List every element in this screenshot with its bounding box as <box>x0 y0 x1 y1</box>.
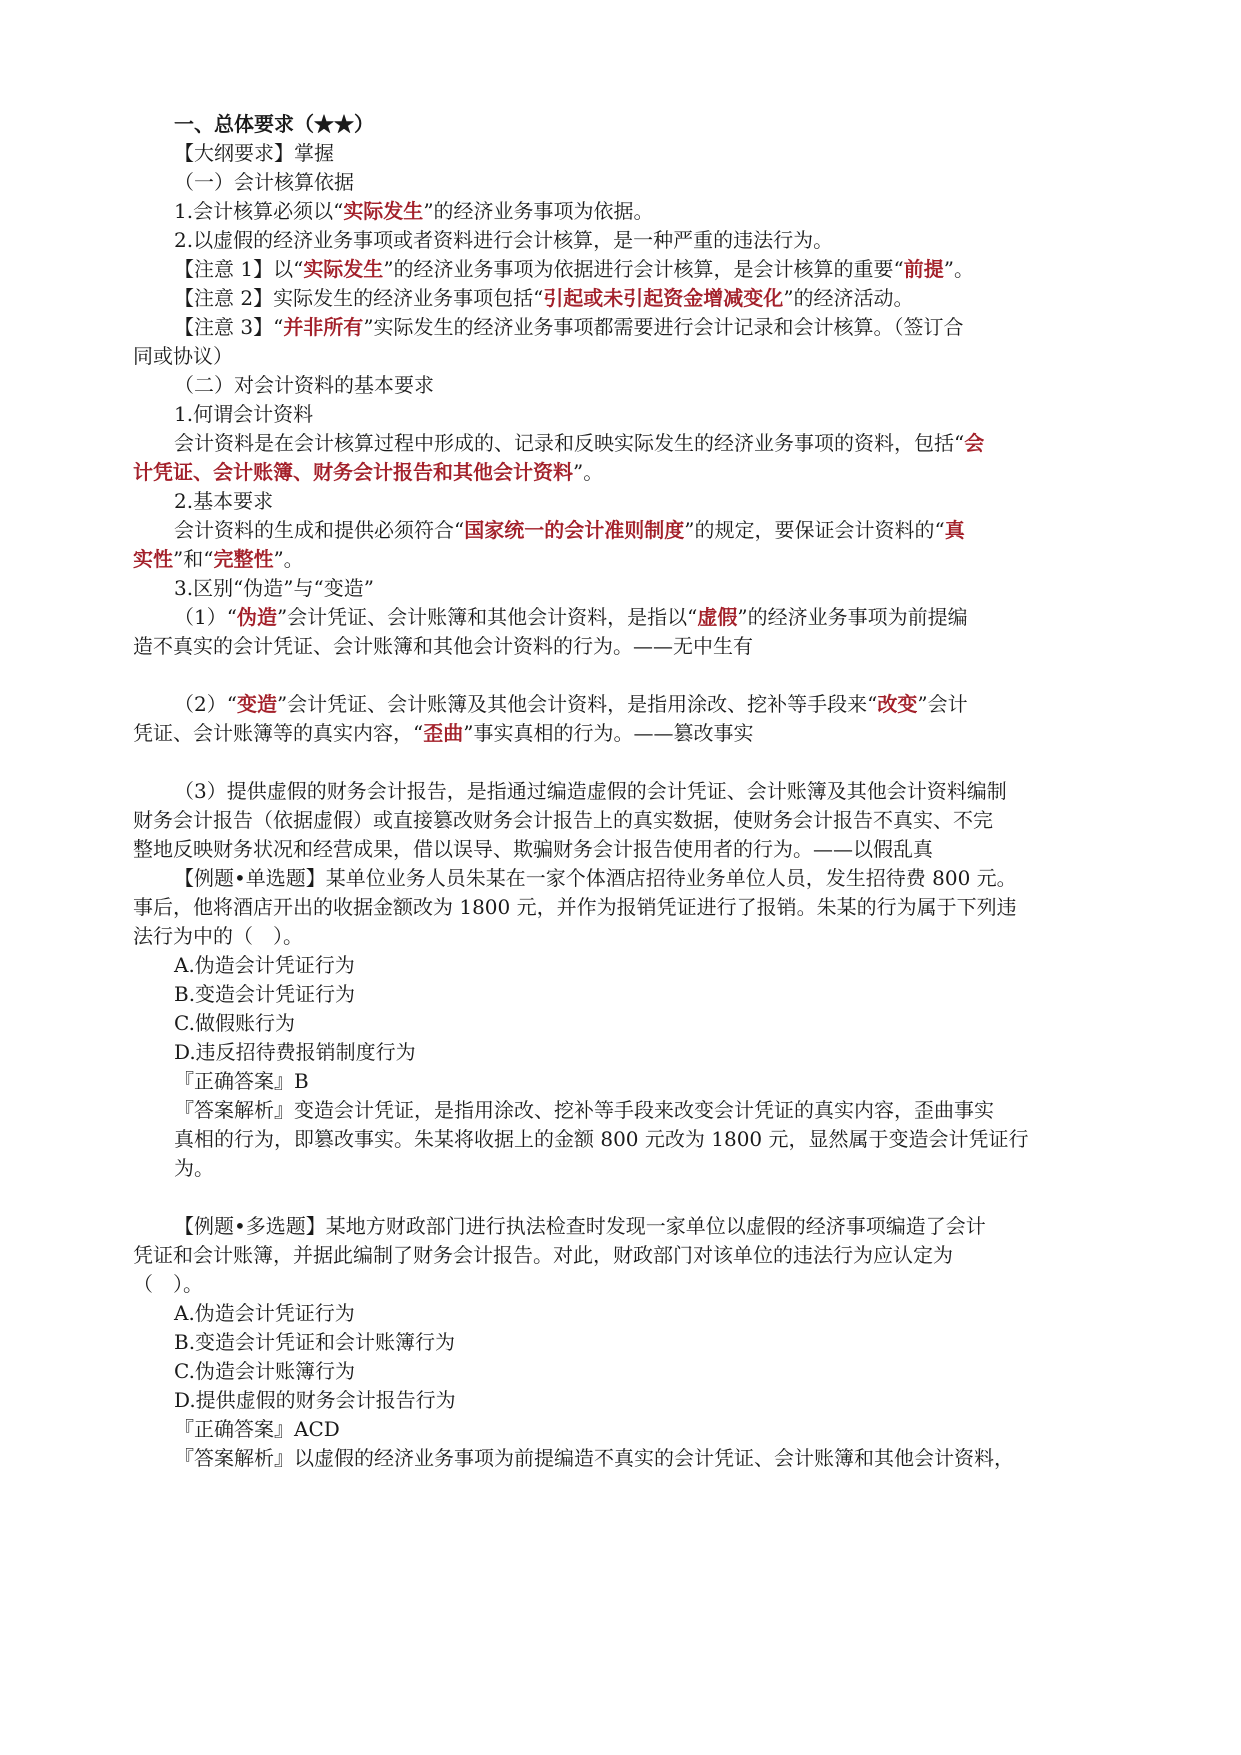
note-3-continued: 同或协议） <box>133 344 233 368</box>
example-2-option: A.伪造会计凭证行为 <box>174 1301 355 1325</box>
highlight: 伪造 <box>236 605 277 629</box>
section-title: 一、总体要求（★★） <box>174 112 374 136</box>
alter-definition-continued: 凭证、会计账簿等的真实内容，“歪曲”事实真相的行为。——篡改事实 <box>133 721 754 745</box>
basic-requirement: 会计资料的生成和提供必须符合“国家统一的会计准则制度”的规定，要保证会计资料的“真 <box>174 518 965 542</box>
example-2-analysis: 『答案解析』以虚假的经济业务事项为前提编造不真实的会计凭证、会计账簿和其他会计资料， <box>174 1446 1014 1470</box>
example-2-option: D.提供虚假的财务会计报告行为 <box>174 1388 456 1412</box>
highlight: 歪曲 <box>423 721 464 745</box>
highlight: 完整性 <box>213 547 274 571</box>
highlight: 实性 <box>133 547 173 571</box>
outline-requirement: 【大纲要求】掌握 <box>174 141 334 165</box>
highlight: 会 <box>964 431 985 455</box>
example-2-question: （ ）。 <box>133 1272 203 1296</box>
highlight: 实际发生 <box>343 199 424 223</box>
heading: 3.区别“伪造”与“变造” <box>174 576 374 600</box>
highlight: 真 <box>944 518 965 542</box>
highlight: 前提 <box>903 257 944 281</box>
heading: 2.基本要求 <box>174 489 274 513</box>
example-1-option: A.伪造会计凭证行为 <box>174 953 355 977</box>
example-1-question: 事后，他将酒店开出的收据金额改为 1800 元，并作为报销凭证进行了报销。朱某的行为属于下列违 <box>133 895 1017 919</box>
example-1-analysis: 为。 <box>174 1156 214 1180</box>
definition-continued: 计凭证、会计账簿、财务会计报告和其他会计资料”。 <box>133 460 604 484</box>
example-2-option: B.变造会计凭证和会计账簿行为 <box>174 1330 456 1354</box>
highlight: 引起或未引起资金增减变化 <box>543 286 784 310</box>
example-1-option: B.变造会计凭证行为 <box>174 982 356 1006</box>
highlight: 实际发生 <box>303 257 384 281</box>
highlight: 变造 <box>236 692 277 716</box>
definition: 会计资料是在会计核算过程中形成的、记录和反映实际发生的经济业务事项的资料，包括“会 <box>174 431 985 455</box>
alter-definition: （2）“变造”会计凭证、会计账簿及其他会计资料，是指用涂改、挖补等手段来“改变”会计 <box>174 692 968 716</box>
example-1-option: C.做假账行为 <box>174 1011 295 1035</box>
example-1-question: 【例题•单选题】某单位业务人员朱某在一家个体酒店招待业务单位人员，发生招待费 800 元。 <box>174 866 1017 890</box>
false-report-line: 整地反映财务状况和经营成果，借以误导、欺骗财务会计报告使用者的行为。——以假乱真 <box>133 837 933 861</box>
subsection-title: （一）会计核算依据 <box>174 170 354 194</box>
example-2-answer: 『正确答案』ACD <box>174 1417 340 1441</box>
false-report-line: （3）提供虚假的财务会计报告，是指通过编造虚假的会计凭证、会计账簿及其他会计资料编制 <box>174 779 1007 803</box>
false-report-line: 财务会计报告（依据虚假）或直接篡改财务会计报告上的真实数据，使财务会计报告不真实、不完 <box>133 808 993 832</box>
example-2-question: 【例题•多选题】某地方财政部门进行执法检查时发现一家单位以虚假的经济事项编造了会计 <box>174 1214 986 1238</box>
forge-definition-continued: 造不真实的会计凭证、会计账簿和其他会计资料的行为。——无中生有 <box>133 634 753 658</box>
highlight: 虚假 <box>697 605 738 629</box>
highlight: 并非所有 <box>283 315 364 339</box>
example-2-option: C.伪造会计账簿行为 <box>174 1359 355 1383</box>
example-1-option: D.违反招待费报销制度行为 <box>174 1040 416 1064</box>
note-2: 【注意 2】实际发生的经济业务事项包括“引起或未引起资金增减变化”的经济活动。 <box>174 286 914 310</box>
example-1-analysis: 『答案解析』变造会计凭证，是指用涂改、挖补等手段来改变会计凭证的真实内容，歪曲事实 <box>174 1098 994 1122</box>
heading: 1.何谓会计资料 <box>174 402 314 426</box>
example-1-analysis: 真相的行为，即篡改事实。朱某将收据上的金额 800 元改为 1800 元，显然属于变造会计凭证行 <box>174 1127 1029 1151</box>
paragraph: 1.会计核算必须以“实际发生”的经济业务事项为依据。 <box>174 199 654 223</box>
example-1-question: 法行为中的（ ）。 <box>133 924 303 948</box>
note-1: 【注意 1】以“实际发生”的经济业务事项为依据进行会计核算，是会计核算的重要“前提”。 <box>174 257 974 281</box>
example-2-question: 凭证和会计账簿，并据此编制了财务会计报告。对此，财政部门对该单位的违法行为应认定为 <box>133 1243 953 1267</box>
note-3: 【注意 3】“并非所有”实际发生的经济业务事项都需要进行会计记录和会计核算。（签订合 <box>174 315 964 339</box>
paragraph: 2.以虚假的经济业务事项或者资料进行会计核算，是一种严重的违法行为。 <box>174 228 834 252</box>
basic-requirement-continued: 实性”和“完整性”。 <box>133 547 304 571</box>
highlight: 改变 <box>877 692 918 716</box>
forge-definition: （1）“伪造”会计凭证、会计账簿和其他会计资料，是指以“虚假”的经济业务事项为前提编 <box>174 605 968 629</box>
highlight: 计凭证、会计账簿、财务会计报告和其他会计资料 <box>133 460 573 484</box>
highlight: 国家统一的会计准则制度 <box>464 518 685 542</box>
example-1-answer: 『正确答案』B <box>174 1069 309 1093</box>
subsection-title: （二）对会计资料的基本要求 <box>174 373 434 397</box>
